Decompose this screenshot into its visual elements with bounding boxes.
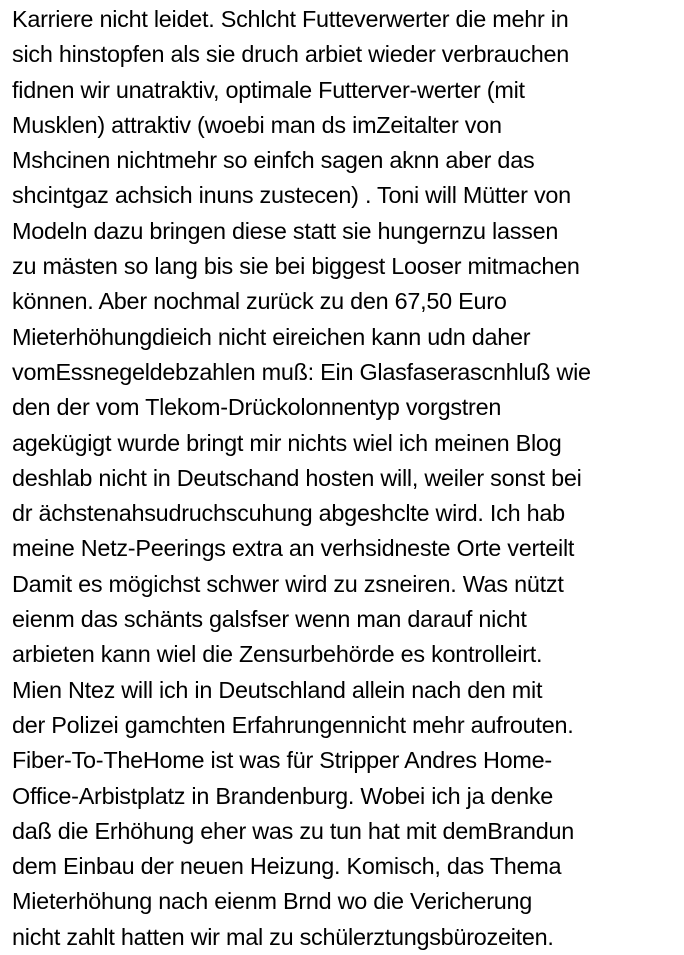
text-line: Office-Arbistplatz in Brandenburg. Wobei ich ja denke bbox=[12, 782, 554, 809]
text-line: fidnen wir unatraktiv, optimale Futterver-werter (mit bbox=[12, 76, 525, 103]
text-line: können. Aber nochmal zurück zu den 67,50 Euro bbox=[12, 288, 507, 315]
text-line: eienm das schänts galsfser wenn man darauf nicht bbox=[12, 606, 527, 633]
text-line: Karriere nicht leidet. Schlcht Futteverwerter die mehr in bbox=[12, 6, 569, 32]
text-line: arbieten kann wiel die Zensurbehörde es kontrolleirt. bbox=[12, 641, 543, 668]
text-line: nicht zahlt hatten wir mal zu schülerztungsbürozeiten. bbox=[12, 923, 554, 950]
text-line: Damit es mögichst schwer wird zu zsneiren. Was nützt bbox=[12, 570, 564, 597]
text-line: Mshcinen nichtmehr so einfch sagen aknn aber das bbox=[12, 147, 535, 174]
text-line: sich hinstopfen als sie druch arbiet wieder verbrauchen bbox=[12, 41, 570, 68]
text-line: shcintgaz achsich inuns zustecen) . Toni will Mütter von bbox=[12, 182, 571, 209]
text-line: Mien Ntez will ich in Deutschland allein nach den mit bbox=[12, 676, 543, 703]
text-line: deshlab nicht in Deutschand hosten will, weiler sonst bei bbox=[12, 464, 582, 491]
text-line: Mieterhöhung nach eienm Brnd wo die Vericherung bbox=[12, 888, 533, 915]
text-line: Mieterhöhungdieich nicht eireichen kann udn daher bbox=[12, 323, 531, 350]
text-line: zu mästen so lang bis sie bei biggest Looser mitmachen bbox=[12, 253, 580, 280]
text-line: Musklen) attraktiv (woebi man ds imZeitalter von bbox=[12, 111, 502, 138]
text-line: dr ächstenahsudruchscuhung abgeshclte wird. Ich hab bbox=[12, 500, 565, 527]
body-text bbox=[12, 2, 680, 955]
text-line: meine Netz-Peerings extra an verhsidneste Orte verteilt bbox=[12, 535, 575, 562]
text-line: daß die Erhöhung eher was zu tun hat mit demBrandun bbox=[12, 817, 574, 844]
text-line: den der vom Tlekom-Drückolonnentyp vorgstren bbox=[12, 394, 502, 421]
text-line: dem Einbau der neuen Heizung. Komisch, das Thema bbox=[12, 853, 562, 880]
text-line: agekügigt wurde bringt mir nichts wiel ich meinen Blog bbox=[12, 429, 562, 456]
text-line: der Polizei gamchten Erfahrungennicht mehr aufrouten. bbox=[12, 711, 574, 738]
text-line: Fiber-To-TheHome ist was für Stripper Andres Home- bbox=[12, 747, 552, 774]
text-line: Modeln dazu bringen diese statt sie hungernzu lassen bbox=[12, 217, 559, 244]
text-line: vomEssnegeldebzahlen muß: Ein Glasfaserascnhluß wie bbox=[12, 358, 591, 385]
